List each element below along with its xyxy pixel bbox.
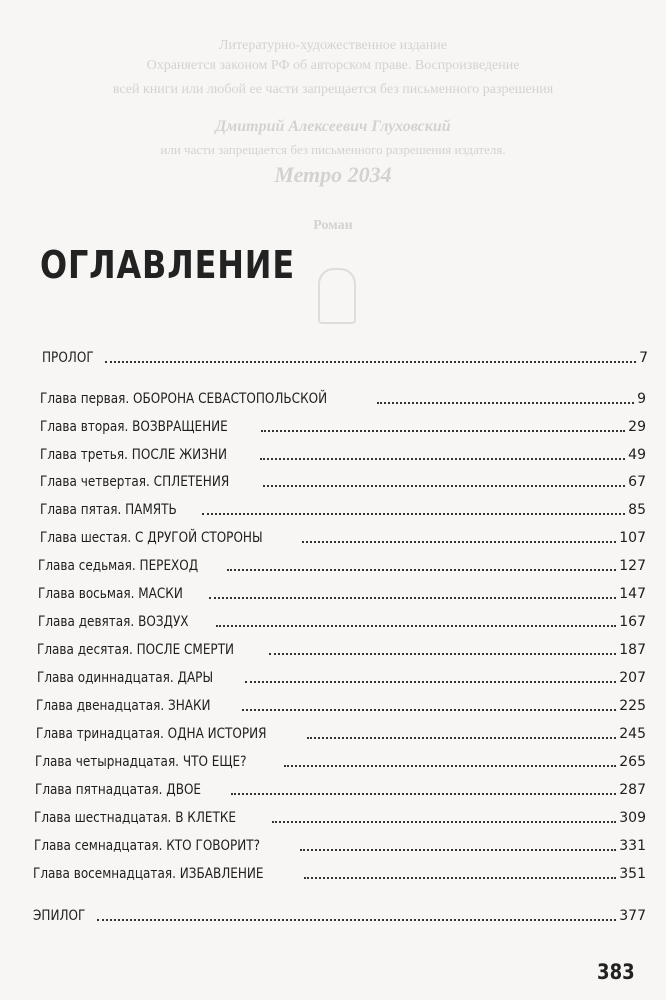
bleed-line: Охраняется законом РФ об авторском праве. Воспроизведение [146,58,520,73]
dot-leader [231,793,616,795]
toc-entry-page: 331 [619,838,646,854]
bleed-line: Роман [313,218,353,233]
toc-entry-page: 351 [619,866,646,882]
toc-entry [0,525,666,547]
toc-entry-label: Глава девятая. ВОЗДУХ [38,614,189,630]
dot-leader [307,737,616,739]
toc-entry [0,637,666,659]
dot-leader [227,569,616,571]
dot-leader [242,709,616,711]
toc-entry [0,903,666,925]
bleed-line: Метро 2034 [274,162,392,187]
dot-leader [209,597,616,599]
toc-entry-label: Глава семнадцатая. КТО ГОВОРИТ? [34,838,261,854]
toc-entry-page: 9 [637,391,646,407]
toc-entry-page: 29 [628,419,646,435]
toc-entry-page: 49 [628,447,646,463]
dot-leader [260,458,625,460]
dot-leader [304,877,616,879]
toc-entry-label: Глава восьмая. МАСКИ [38,586,183,602]
toc-entry [0,386,666,408]
toc-entry-page: 167 [619,614,646,630]
dot-leader [216,625,616,627]
toc-entry-page: 377 [619,908,646,924]
toc-entry [0,777,666,799]
page-title: ОГЛАВЛЕНИЕ [40,243,295,287]
toc-entry-page: 147 [619,586,646,602]
dot-leader [284,765,616,767]
dot-leader [377,402,634,404]
toc-entry [0,749,666,771]
bleed-line: Литературно-художественное издание [219,38,447,53]
toc-entry-label: Глава тринадцатая. ОДНА ИСТОРИЯ [36,726,267,742]
toc-entry-label: Глава шестая. С ДРУГОЙ СТОРОНЫ [40,530,263,546]
toc-entry [0,553,666,575]
bleed-emblem-icon [318,268,356,324]
toc-entry [0,345,666,367]
dot-leader [263,485,625,487]
toc-entry [0,414,666,436]
toc-entry-label: Глава восемнадцатая. ИЗБАВЛЕНИЕ [33,866,264,882]
toc-entry [0,469,666,491]
dot-leader [300,849,616,851]
toc-entry [0,497,666,519]
dot-leader [245,681,617,683]
toc-entry-page: 245 [619,726,646,742]
toc-entry [0,665,666,687]
page-number: 383 [597,960,635,984]
toc-entry-page: 7 [639,350,648,366]
toc-entry [0,442,666,464]
toc-entry [0,693,666,715]
toc-entry-page: 265 [619,754,646,770]
toc-entry [0,581,666,603]
toc-entry-page: 85 [628,502,646,518]
bleed-line: или части запрещается без письменного разрешения издателя. [160,142,506,157]
toc-entry-page: 287 [619,782,646,798]
toc-entry-label: Глава шестнадцатая. В КЛЕТКЕ [34,810,237,826]
toc-entry [0,861,666,883]
toc-entry-label: Глава двенадцатая. ЗНАКИ [36,698,211,714]
toc-entry-label: ПРОЛОГ [42,350,94,366]
toc-entry-label: Глава четвертая. СПЛЕТЕНИЯ [40,474,230,490]
toc-entry-page: 187 [619,642,646,658]
toc-entry-label: Глава третья. ПОСЛЕ ЖИЗНИ [40,447,227,463]
dot-leader [272,821,616,823]
toc-entry [0,609,666,631]
toc-entry [0,805,666,827]
toc-entry-label: Глава пятая. ПАМЯТЬ [40,502,177,518]
dot-leader [302,541,616,543]
toc-entry-label: Глава пятнадцатая. ДВОЕ [35,782,202,798]
toc-entry-label: Глава вторая. ВОЗВРАЩЕНИЕ [40,419,228,435]
toc-entry-label: Глава десятая. ПОСЛЕ СМЕРТИ [37,642,235,658]
toc-entry-page: 207 [619,670,646,686]
toc-entry-label: Глава четырнадцатая. ЧТО ЕЩЕ? [35,754,247,770]
dot-leader [97,919,616,921]
toc-entry-label: Глава седьмая. ПЕРЕХОД [38,558,199,574]
dot-leader [261,430,625,432]
bleed-line: всей книги или любой ее части запрещается без письменного разрешения [112,82,554,97]
dot-leader [105,361,636,363]
toc-entry-page: 67 [628,474,646,490]
dot-leader [202,513,625,515]
toc-entry-page: 309 [619,810,646,826]
toc-entry-page: 127 [619,558,646,574]
bleed-line: Дмитрий Алексеевич Глуховский [215,118,451,135]
toc-entry-label: ЭПИЛОГ [33,908,86,924]
toc-entry-page: 225 [619,698,646,714]
dot-leader [269,653,616,655]
toc-entry-label: Глава одиннадцатая. ДАРЫ [37,670,214,686]
toc-entry [0,721,666,743]
toc-entry [0,833,666,855]
toc-entry-page: 107 [619,530,646,546]
toc-entry-label: Глава первая. ОБОРОНА СЕВАСТОПОЛЬСКОЙ [40,391,328,407]
